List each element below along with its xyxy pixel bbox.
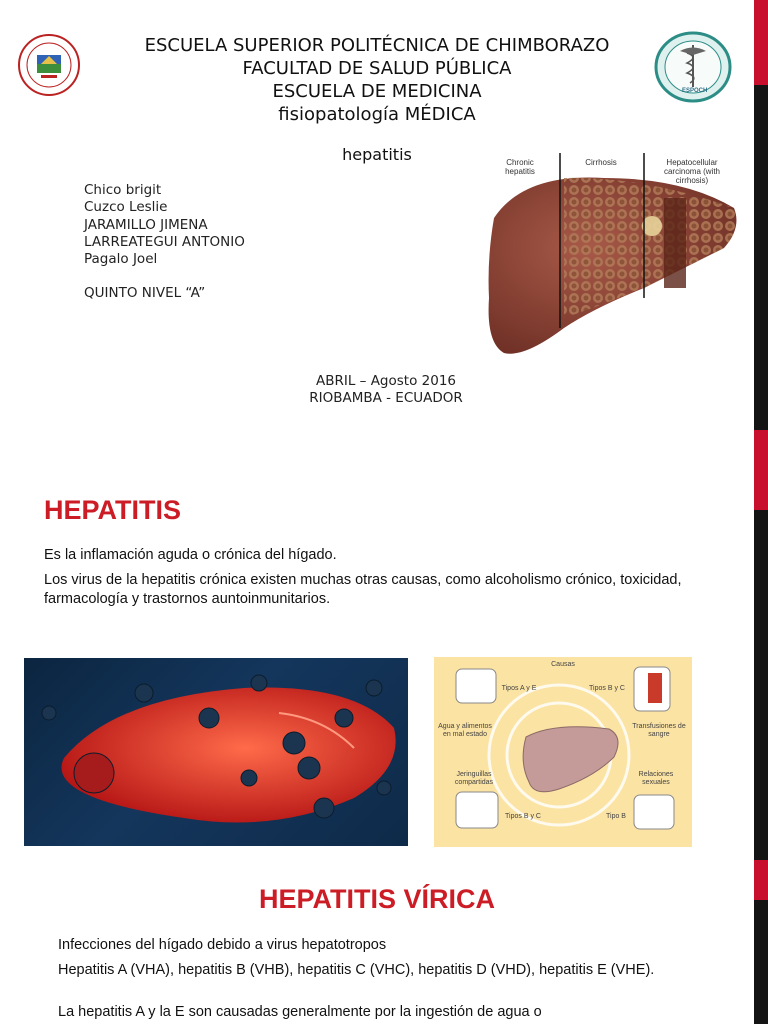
- edge-bar-red-top: [754, 0, 768, 85]
- hepatitis-causes-diagram: [434, 657, 692, 847]
- course-level: QUINTO NIVEL “A”: [84, 285, 206, 302]
- title-line-course: fisiopatología MÉDICA: [278, 104, 476, 125]
- causes-text: Los virus de la hepatitis crónica existen muchas otras causas, como alcoholismo crónico, toxicidad, farmacología y trastornos auntoinmunitarios.: [44, 572, 682, 607]
- transmission-text: La hepatitis A y la E son causadas generalmente por la ingestión de agua o: [58, 1004, 542, 1020]
- hepatitis-heading: HEPATITIS: [44, 495, 182, 525]
- virus-liver-image: [24, 658, 408, 846]
- title-line-school: ESCUELA DE MEDICINA: [272, 81, 482, 102]
- cover-slide: [0, 0, 754, 440]
- author-name: Chico brigit: [84, 182, 162, 198]
- viral-hepatitis-slide: [0, 870, 754, 1024]
- author-list: [84, 182, 245, 303]
- definition-text: Es la inflamación aguda o crónica del hígado.: [44, 547, 337, 563]
- date-location: [240, 373, 532, 407]
- cause-label: Relaciones sexuales: [638, 771, 674, 786]
- date-range: ABRIL – Agosto 2016: [315, 373, 456, 389]
- cause-label: Transfusiones de sangre: [632, 723, 686, 738]
- figure-label-chronic-hepatitis: Chronic hepatitis: [505, 158, 535, 176]
- author-name: LARREATEGUI ANTONIO: [84, 233, 245, 250]
- causes-title: Causas: [551, 661, 575, 668]
- cause-label: Tipo B: [606, 813, 626, 820]
- liver-pathology-illustration: [484, 148, 744, 366]
- cause-label: Tipos A y E: [501, 685, 537, 692]
- cause-label: Tipos B y C: [589, 685, 625, 692]
- author-name: JARAMILLO JIMENA: [84, 216, 208, 233]
- author-name: Pagalo Joel: [84, 251, 158, 268]
- institution-title: [0, 34, 754, 126]
- edge-bar-dark-low: [754, 900, 768, 1024]
- cover-subtitle: hepatitis: [342, 145, 412, 164]
- virus-types-text: Hepatitis A (VHA), hepatitis B (VHB), hepatitis C (VHC), hepatitis D (VHD), hepatitis E (VHE).: [58, 962, 655, 978]
- cause-label: Jeringuillas compartidas: [454, 771, 494, 786]
- edge-bar-red-low: [754, 860, 768, 900]
- title-line-faculty: FACULTAD DE SALUD PÚBLICA: [242, 58, 512, 79]
- viral-definition-text: Infecciones del hígado debido a virus hepatotropos: [58, 937, 387, 953]
- figure-label-cirrhosis: Cirrhosis: [585, 158, 617, 167]
- location: RIOBAMBA - ECUADOR: [309, 390, 463, 406]
- cause-label: Agua y alimentos en mal estado: [438, 723, 492, 738]
- cause-label: Tipos B y C: [505, 813, 541, 820]
- espoch-logo-text: ESPOCH: [682, 88, 708, 94]
- edge-bar-dark-mid: [754, 510, 768, 860]
- figure-label-carcinoma: Hepatocellular carcinoma (with cirrhosis): [663, 158, 720, 185]
- edge-bar-dark-top: [754, 85, 768, 430]
- edge-bar-red-mid: [754, 430, 768, 510]
- author-name: Cuzco Leslie: [84, 199, 168, 216]
- title-line-university: ESCUELA SUPERIOR POLITÉCNICA DE CHIMBORAZO: [144, 35, 610, 56]
- viral-hepatitis-heading: HEPATITIS VÍRICA: [258, 884, 495, 914]
